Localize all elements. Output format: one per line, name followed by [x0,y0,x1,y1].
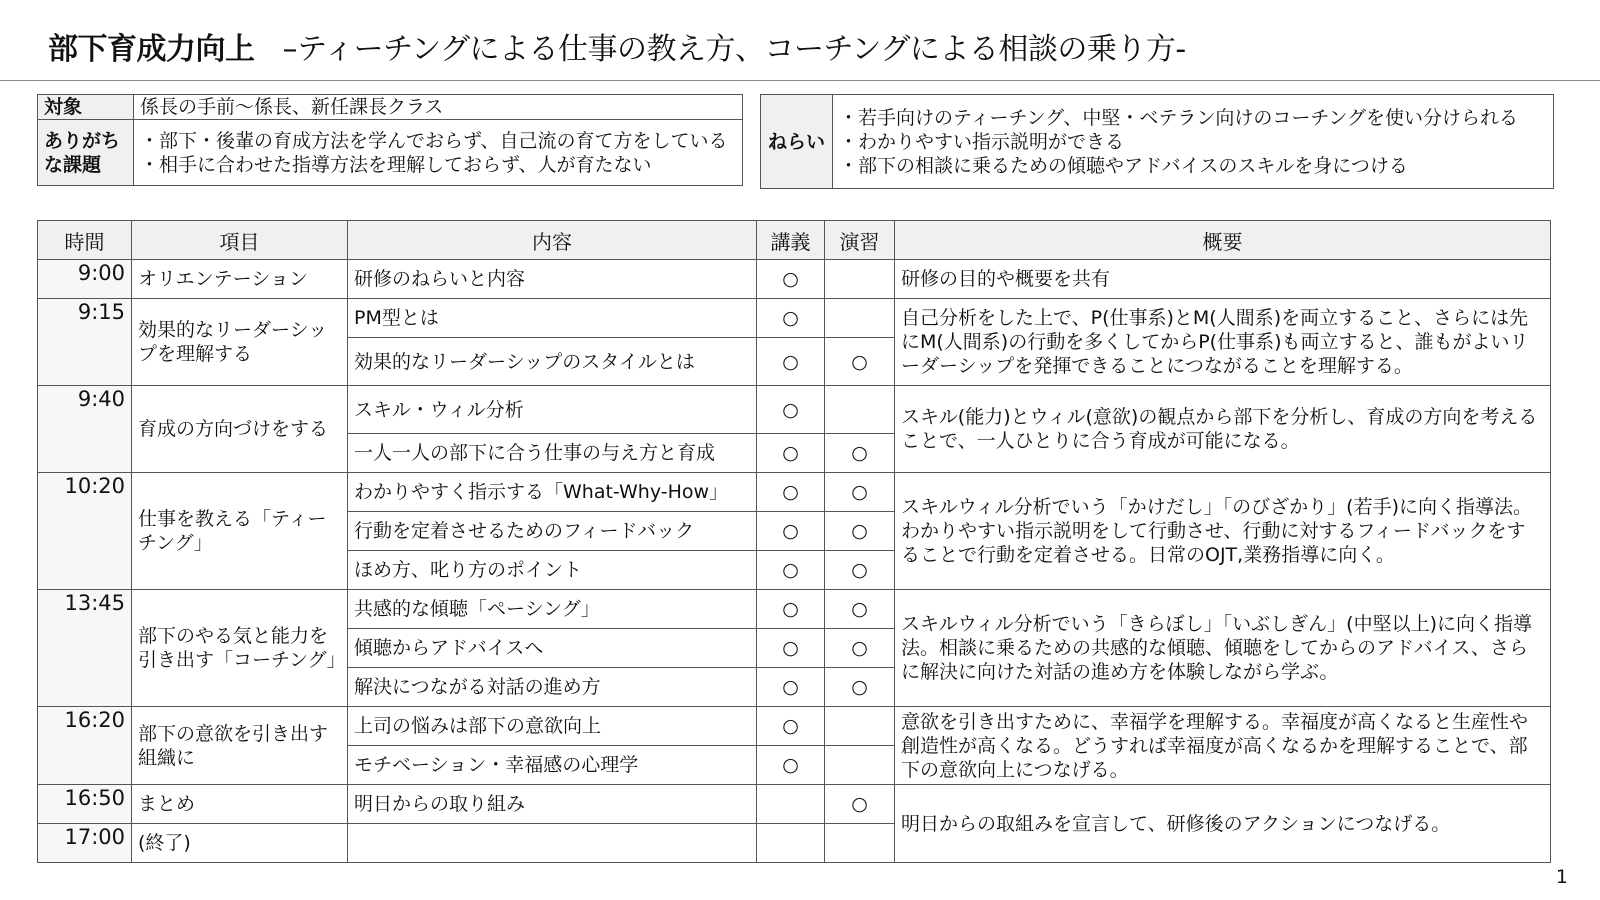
table-row [38,473,1551,512]
lecture-mark: ○ [757,590,825,629]
exercise-mark [825,746,895,785]
content-cell: 傾聴からアドバイスへ [348,629,757,668]
table-row [38,299,1551,338]
content-cell: スキル・ウィル分析 [348,386,757,434]
summary-cell: 自己分析をした上で、P(仕事系)とM(人間系)を両立すること、さらには先にM(人間系)の行動を多くしてからP(仕事系)も両立すると、誰もがよいリーダーシップを発揮できることにつながることを理解する。 [895,299,1551,386]
exercise-mark [825,707,895,746]
item-cell: 仕事を教える「ティーチング」 [132,473,348,590]
header-exercise: 演習 [825,221,895,260]
content-cell: 効果的なリーダーシップのスタイルとは [348,338,757,386]
lecture-mark: ○ [757,434,825,473]
time-cell: 9:40 [38,386,132,473]
target-label: 対象 [38,95,134,120]
exercise-mark: ○ [825,551,895,590]
page-number: 1 [1555,866,1568,888]
exercise-mark: ○ [825,434,895,473]
content-cell: 解決につながる対話の進め方 [348,668,757,707]
content-cell: 一人一人の部下に合う仕事の与え方と育成 [348,434,757,473]
item-cell: 部下のやる気と能力を引き出す「コーチング」 [132,590,348,707]
content-cell: わかりやすく指示する「What-Why-How」 [348,473,757,512]
schedule-body [38,260,1551,863]
lecture-mark: ○ [757,386,825,434]
target-info-table [37,94,743,186]
content-cell: 行動を定着させるためのフィードバック [348,512,757,551]
table-row [38,785,1551,824]
aim-line: ・部下の相談に乗るための傾聴やアドバイスのスキルを身につける [839,154,1408,177]
title-subtitle: –ティーチングによる仕事の教え方、コーチングによる相談の乗り方- [282,32,1186,67]
exercise-mark: ○ [825,512,895,551]
content-cell: ほめ方、叱り方のポイント [348,551,757,590]
table-row [38,590,1551,629]
exercise-mark [825,299,895,338]
exercise-mark: ○ [825,473,895,512]
issue-line: ・相手に合わせた指導方法を理解しておらず、人が育たない [140,153,652,176]
table-row [38,386,1551,434]
content-cell [348,824,757,863]
issue-value [134,120,743,186]
target-row [38,95,743,120]
time-cell: 9:00 [38,260,132,299]
table-row [38,260,1551,299]
content-cell: 研修のねらいと内容 [348,260,757,299]
lecture-mark [757,824,825,863]
exercise-mark [825,386,895,434]
time-cell: 16:20 [38,707,132,785]
content-cell: 上司の悩みは部下の意欲向上 [348,707,757,746]
exercise-mark: ○ [825,629,895,668]
item-cell: まとめ [132,785,348,824]
exercise-mark: ○ [825,338,895,386]
header-lecture: 講義 [757,221,825,260]
lecture-mark: ○ [757,551,825,590]
item-cell: オリエンテーション [132,260,348,299]
lecture-mark: ○ [757,338,825,386]
title-main: 部下育成力向上 [48,32,255,67]
issue-line: ・部下・後輩の育成方法を学んでおらず、自己流の育て方をしている [140,129,728,152]
exercise-mark: ○ [825,785,895,824]
table-row [38,707,1551,746]
content-cell: モチベーション・幸福感の心理学 [348,746,757,785]
content-cell: 明日からの取り組み [348,785,757,824]
issue-row [38,120,743,186]
title-bar [0,0,1600,81]
lecture-mark: ○ [757,299,825,338]
time-cell: 10:20 [38,473,132,590]
summary-cell: 明日からの取組みを宣言して、研修後のアクションにつなげる。 [895,785,1551,863]
lecture-mark: ○ [757,746,825,785]
lecture-mark: ○ [757,668,825,707]
header-time: 時間 [38,221,132,260]
header-summary: 概要 [895,221,1551,260]
aim-line: ・若手向けのティーチング、中堅・ベテラン向けのコーチングを使い分けられる [839,106,1519,129]
schedule-header-row [38,221,1551,260]
target-value: 係長の手前～係長、新任課長クラス [134,95,743,120]
page-title [48,30,1186,70]
aim-value [833,95,1554,189]
exercise-mark [825,824,895,863]
content-cell: PM型とは [348,299,757,338]
time-cell: 13:45 [38,590,132,707]
header-content: 内容 [348,221,757,260]
schedule-table [37,220,1551,863]
aim-line: ・わかりやすい指示説明ができる [839,130,1125,153]
lecture-mark: ○ [757,707,825,746]
header-item: 項目 [132,221,348,260]
item-cell: 効果的なリーダーシップを理解する [132,299,348,386]
lecture-mark [757,785,825,824]
lecture-mark: ○ [757,629,825,668]
aim-info-table [760,94,1554,189]
time-cell: 16:50 [38,785,132,824]
aim-row [761,95,1554,189]
exercise-mark [825,260,895,299]
lecture-mark: ○ [757,512,825,551]
summary-cell: 研修の目的や概要を共有 [895,260,1551,299]
summary-cell: スキル(能力)とウィル(意欲)の観点から部下を分析し、育成の方向を考えることで、一人ひとりに合う育成が可能になる。 [895,386,1551,473]
exercise-mark: ○ [825,668,895,707]
time-cell: 9:15 [38,299,132,386]
content-cell: 共感的な傾聴「ペーシング」 [348,590,757,629]
item-cell: 育成の方向づけをする [132,386,348,473]
item-cell: (終了) [132,824,348,863]
lecture-mark: ○ [757,473,825,512]
aim-label: ねらい [761,95,833,189]
lecture-mark: ○ [757,260,825,299]
summary-cell: スキルウィル分析でいう「かけだし」「のびざかり」(若手)に向く指導法。わかりやすい指示説明をして行動させ、行動に対するフィードバックをすることで行動を定着させる。日常のOJT,業務指導に向く。 [895,473,1551,590]
summary-cell: スキルウィル分析でいう「きらぼし」「いぶしぎん」(中堅以上)に向く指導法。相談に乗るための共感的な傾聴、傾聴をしてからのアドバイス、さらに解決に向けた対話の進め方を体験しながら学ぶ。 [895,590,1551,707]
exercise-mark: ○ [825,590,895,629]
issue-label: ありがちな課題 [38,120,134,186]
summary-cell: 意欲を引き出すために、幸福学を理解する。幸福度が高くなると生産性や創造性が高くなる。どうすれば幸福度が高くなるかを理解することで、部下の意欲向上につなげる。 [895,707,1551,785]
time-cell: 17:00 [38,824,132,863]
item-cell: 部下の意欲を引き出す組織に [132,707,348,785]
